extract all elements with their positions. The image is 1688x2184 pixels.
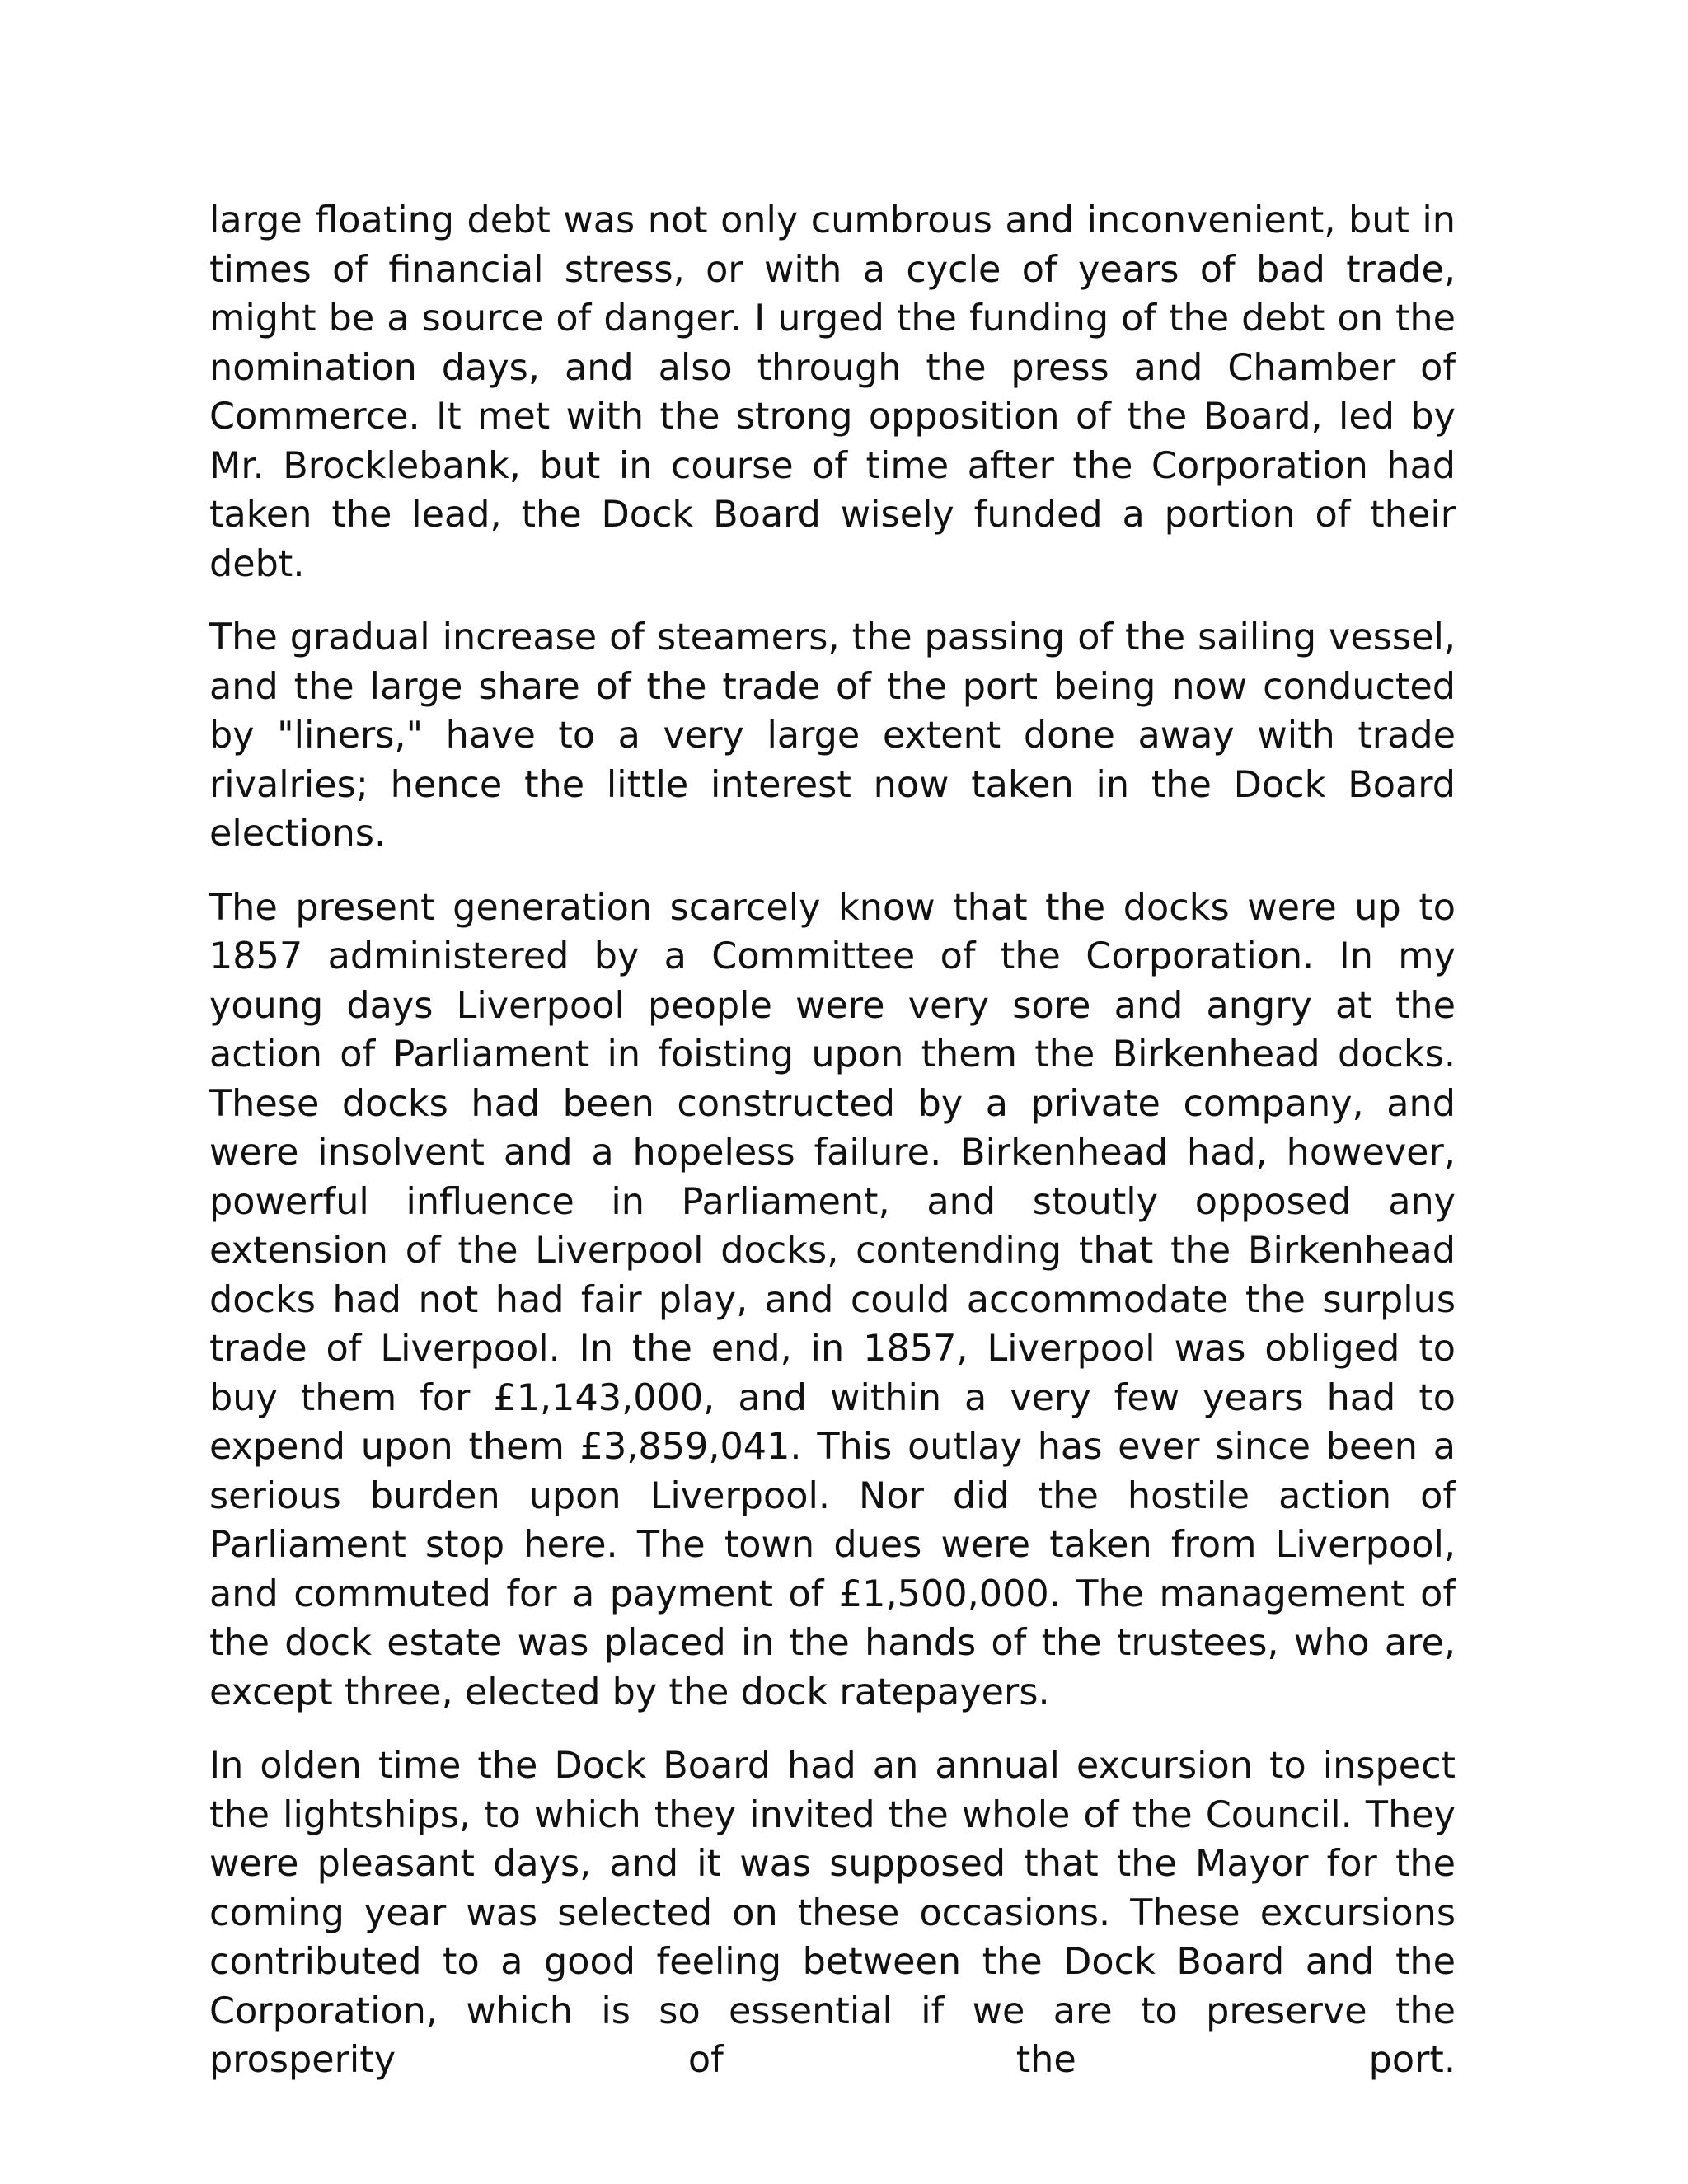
paragraph-3: The present generation scarcely know that the docks were up to 1857 administered by a Committee of the Corporation. In my young days Liverpool people were very sore and angry at the action of Parliament in foisting upon them the Birkenhead docks. These docks had been constructed by a private company, and were insolvent and a hopeless failure. Birkenhead had, however, powerful influence in Parliament, and stoutly opposed any extension of the Liverpool docks, contending that the Birkenhead docks had not had fair play, and could accommodate the surplus trade of Liverpool. In the end, in 1857, Liverpool was obliged to buy them for £1,143,000, and within a very few years had to expend upon them £3,859,041. This outlay has ever since been a serious burden upon Liverpool. Nor did the hostile action of Parliament stop here. The town dues were taken from Liverpool, and commuted for a payment of £1,500,000. The management of the dock estate was placed in the hands of the trustees, who are, except three, elected by the dock ratepayers. bbox=[209, 886, 1456, 1713]
paragraph-4: In olden time the Dock Board had an annual excursion to inspect the lightships, to which they invited the whole of the Council. They were pleasant days, and it was supposed that the Mayor for the coming year was selected on these occasions. These excursions contributed to a good feeling between the Dock Board and the Corporation, which is so essential if we are to preserve the prosperity of the port. bbox=[209, 1745, 1456, 2081]
paragraph-2: The gradual increase of steamers, the passing of the sailing vessel, and the large share of the trade of the port being now conducted by "liners," have to a very large extent done away with trade rivalries; hence the little interest now taken in the Dock Board elections. bbox=[209, 616, 1456, 855]
paragraph-1: large floating debt was not only cumbrous and inconvenient, but in times of financial stress, or with a cycle of years of bad trade, might be a source of danger. I urged the funding of the debt on the nomination days, and also through the press and Chamber of Commerce. It met with the strong opposition of the Board, led by Mr. Brocklebank, but in course of time after the Corporation had taken the lead, the Dock Board wisely funded a portion of their debt. bbox=[209, 199, 1456, 585]
body-text bbox=[209, 196, 1456, 2110]
